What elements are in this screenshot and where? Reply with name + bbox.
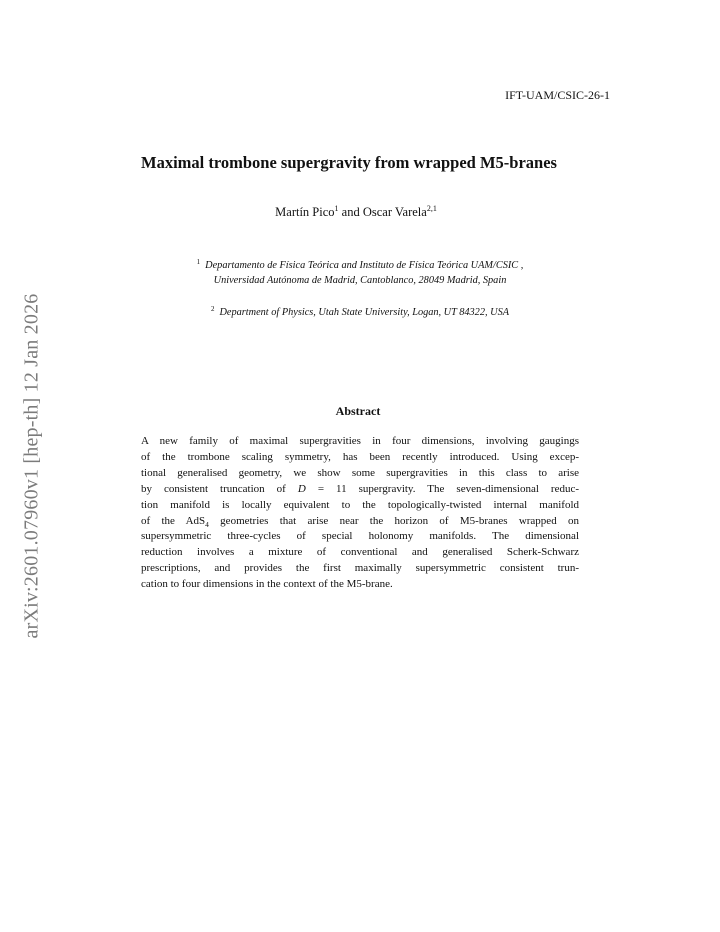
author-name: Oscar Varela bbox=[362, 205, 427, 219]
abstract-line: of the trombone scaling symmetry, has been recently introduced. Using excep- bbox=[141, 450, 579, 463]
abstract-line: tional generalised geometry, we show some supergravities in this class to arise bbox=[141, 466, 579, 479]
abstract-heading: Abstract bbox=[335, 404, 381, 418]
report-number: IFT-UAM/CSIC-26-1 bbox=[505, 88, 610, 102]
abstract-line: prescriptions, and provides the first maximally supersymmetric consistent trun- bbox=[141, 562, 579, 575]
abstract-line: supersymmetric three-cycles of special holonomy manifolds. The dimensional bbox=[141, 530, 579, 543]
affiliation-2 bbox=[0, 305, 720, 320]
math-symbol: D bbox=[297, 482, 306, 495]
abstract-line: of the AdS$_4$ geometries that arise near the horizon of M5-branes wrapped on bbox=[141, 514, 579, 529]
arxiv-identifier-stamp: arXiv:2601.07960v1 [hep-th] 12 Jan 2026 bbox=[20, 293, 43, 639]
abstract-line: cation to four dimensions in the context of the M5-brane. bbox=[141, 578, 393, 591]
affiliation-mark: 1 bbox=[196, 257, 201, 266]
abstract-body bbox=[141, 434, 579, 593]
affiliation-line: $^1$ Departamento de Física Teórica and Instituto de Física Teórica UAM/CSIC , bbox=[196, 257, 524, 271]
abstract-line: by consistent truncation of D = 11 supergravity. The seven-dimensional reduc- bbox=[141, 482, 579, 495]
author-list bbox=[0, 205, 712, 220]
affiliation-1 bbox=[0, 258, 720, 288]
math-subscript: 4 bbox=[205, 519, 209, 529]
author-affiliation-mark: 2,1 bbox=[426, 203, 437, 213]
author-affiliation-mark: 1 bbox=[334, 203, 339, 213]
author-name: Martín Pico bbox=[275, 205, 335, 219]
affiliation-line: $^2$ Department of Physics, Utah State University, Logan, UT 84322, USA bbox=[210, 304, 510, 318]
abstract-line: tion manifold is locally equivalent to the topologically-twisted internal manifold bbox=[141, 498, 579, 511]
affiliation-mark: 2 bbox=[210, 304, 215, 313]
abstract-line: A new family of maximal supergravities in four dimensions, involving gaugings bbox=[141, 435, 579, 447]
author-separator: and bbox=[341, 205, 360, 219]
paper-title: Maximal trombone supergravity from wrapped M5-branes bbox=[141, 153, 557, 172]
abstract-line: reduction involves a mixture of conventional and generalised Scherk-Schwarz bbox=[141, 546, 579, 559]
affiliation-line: Universidad Autónoma de Madrid, Cantoblanco, 28049 Madrid, Spain bbox=[213, 275, 507, 286]
